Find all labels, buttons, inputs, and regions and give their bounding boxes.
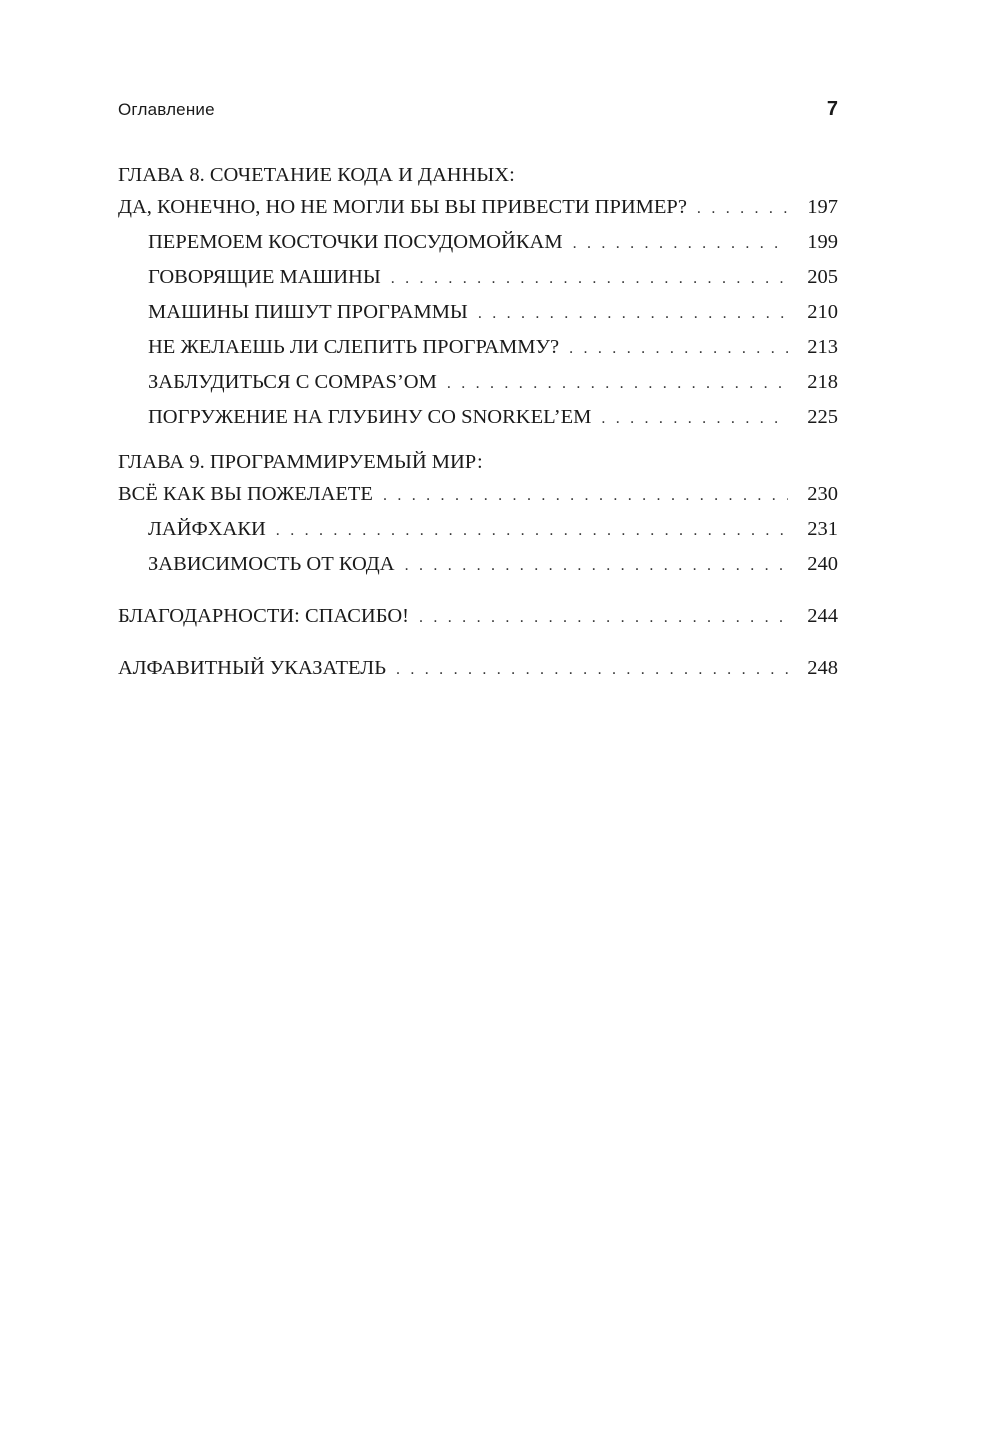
chapter-8-page: 197 — [807, 196, 838, 218]
dot-leader — [601, 401, 788, 436]
chapter-9-subtitle: ВСЁ КАК ВЫ ПОЖЕЛАЕТЕ — [118, 483, 373, 505]
dot-leader — [419, 600, 788, 635]
chapter-8-subtitle: ДА, КОНЕЧНО, НО НЕ МОГЛИ БЫ ВЫ ПРИВЕСТИ ПРИМЕР? — [118, 196, 687, 218]
dot-leader — [396, 652, 788, 687]
dot-leader — [383, 478, 788, 513]
toc-entry-index[interactable] — [118, 651, 838, 686]
chapter-9-title: ГЛАВА 9. ПРОГРАММИРУЕМЫЙ МИР: — [118, 451, 483, 473]
index-title: АЛФАВИТНЫЙ УКАЗАТЕЛЬ — [118, 657, 386, 679]
section-title: ЛАЙФХАКИ — [148, 518, 266, 540]
spacer — [118, 435, 838, 447]
section-page: 225 — [807, 406, 838, 428]
toc-entry[interactable] — [118, 547, 838, 582]
section-title: НЕ ЖЕЛАЕШЬ ЛИ СЛЕПИТЬ ПРОГРАММУ? — [148, 336, 560, 358]
table-of-contents — [118, 160, 838, 686]
toc-entry[interactable] — [118, 400, 838, 435]
toc-entry[interactable] — [118, 330, 838, 365]
page-number: 7 — [826, 98, 838, 120]
spacer — [118, 634, 838, 651]
chapter-8-title: ГЛАВА 8. СОЧЕТАНИЕ КОДА И ДАННЫХ: — [118, 164, 515, 186]
section-page: 240 — [807, 553, 838, 575]
dot-leader — [478, 296, 788, 331]
section-page: 210 — [807, 301, 838, 323]
spacer — [118, 582, 838, 599]
index-page: 248 — [807, 657, 838, 679]
acknowledgements-title: БЛАГОДАРНОСТИ: СПАСИБО! — [118, 605, 409, 627]
section-page: 205 — [807, 266, 838, 288]
section-page: 218 — [807, 371, 838, 393]
acknowledgements-page: 244 — [807, 605, 838, 627]
dot-leader — [697, 191, 788, 226]
dot-leader — [391, 261, 788, 296]
section-title: ПЕРЕМОЕМ КОСТОЧКИ ПОСУДОМОЙКАМ — [148, 231, 563, 253]
dot-leader — [447, 366, 788, 401]
running-title: Оглавление — [118, 100, 215, 119]
section-page: 199 — [807, 231, 838, 253]
dot-leader — [276, 513, 788, 548]
chapter-9-page: 230 — [807, 483, 838, 505]
section-page: 213 — [807, 336, 838, 358]
section-title: МАШИНЫ ПИШУТ ПРОГРАММЫ — [148, 301, 468, 323]
toc-entry[interactable] — [118, 512, 838, 547]
toc-entry-chapter-9[interactable] — [118, 477, 838, 512]
dot-leader — [573, 226, 788, 261]
dot-leader — [569, 331, 788, 366]
section-title: ГОВОРЯЩИЕ МАШИНЫ — [148, 266, 381, 288]
toc-entry[interactable] — [118, 295, 838, 330]
section-title: ЗАБЛУДИТЬСЯ С COMPAS’OM — [148, 371, 437, 393]
toc-entry-acknowledgements[interactable] — [118, 599, 838, 634]
section-title: ЗАВИСИМОСТЬ ОТ КОДА — [148, 553, 395, 575]
toc-entry-chapter-8[interactable] — [118, 190, 838, 225]
running-header — [118, 100, 838, 124]
section-page: 231 — [807, 518, 838, 540]
section-title: ПОГРУЖЕНИЕ НА ГЛУБИНУ СО SNORKEL’EM — [148, 406, 592, 428]
dot-leader — [405, 548, 788, 583]
toc-entry[interactable] — [118, 225, 838, 260]
toc-entry[interactable] — [118, 260, 838, 295]
toc-entry[interactable] — [118, 365, 838, 400]
